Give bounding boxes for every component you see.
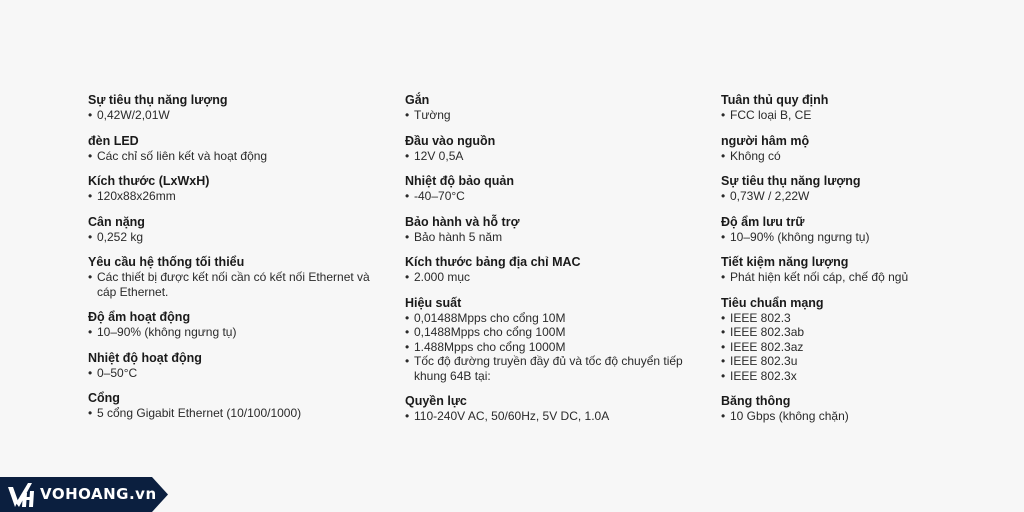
- spec-item: • Phát hiện kết nối cáp, chế độ ngủ: [721, 270, 1021, 285]
- spec-block: [721, 93, 1021, 123]
- spec-list: [405, 311, 705, 384]
- spec-block: [88, 351, 388, 381]
- spec-title: Tuân thủ quy định: [721, 93, 829, 107]
- spec-title: Gắn: [405, 93, 430, 107]
- spec-title: Bảo hành và hỗ trợ: [405, 214, 520, 229]
- spec-list: [88, 149, 388, 164]
- spec-list: [88, 325, 388, 340]
- spec-list: [721, 149, 1021, 164]
- spec-list: [721, 270, 1021, 285]
- spec-block: [405, 255, 705, 285]
- spec-item: • IEEE 802.3az: [721, 340, 1021, 355]
- spec-list: [405, 189, 705, 204]
- spec-block: [721, 134, 1021, 164]
- spec-list: [405, 270, 705, 285]
- spec-column-3: [721, 93, 1021, 435]
- spec-item: • 0,1488Mpps cho cổng 100M: [405, 325, 695, 340]
- watermark-logo: [0, 477, 168, 512]
- spec-item: • 10 Gbps (không chặn): [721, 409, 1021, 424]
- spec-list: [721, 409, 1021, 424]
- spec-block: [721, 174, 1021, 204]
- spec-item: • 10–90% (không ngưng tụ): [88, 325, 378, 340]
- watermark-text: VOHOANG.vn: [40, 485, 157, 503]
- spec-title: Băng thông: [721, 394, 791, 408]
- spec-column-1: [88, 93, 388, 432]
- spec-list: [88, 366, 388, 381]
- spec-block: [405, 215, 705, 245]
- spec-block: [88, 255, 388, 299]
- spec-block: [721, 255, 1021, 285]
- spec-title: Cân nặng: [88, 214, 145, 229]
- spec-item: • IEEE 802.3u: [721, 354, 1021, 369]
- spec-item: • 10–90% (không ngưng tụ): [721, 230, 1021, 245]
- spec-block: [88, 215, 388, 245]
- spec-column-2: [405, 93, 705, 435]
- spec-title: Tiết kiệm năng lượng: [721, 255, 849, 269]
- spec-block: [405, 134, 705, 164]
- spec-list: [405, 409, 705, 424]
- spec-title: Sự tiêu thụ năng lượng: [88, 93, 228, 107]
- spec-title: Tiêu chuẩn mạng: [721, 295, 824, 310]
- spec-list: [405, 230, 705, 245]
- spec-title: Cổng: [88, 391, 120, 405]
- spec-title: Độ ẩm hoạt động: [88, 310, 191, 324]
- spec-item: • 0,73W / 2,22W: [721, 189, 1021, 204]
- spec-list: [721, 311, 1021, 384]
- spec-title: Sự tiêu thụ năng lượng: [721, 174, 861, 188]
- spec-item: • 0–50°C: [88, 366, 378, 381]
- spec-item: • 0,252 kg: [88, 230, 378, 245]
- spec-list: [721, 108, 1021, 123]
- spec-item: • 0,42W/2,01W: [88, 108, 378, 123]
- spec-block: [88, 174, 388, 204]
- spec-item: • IEEE 802.3: [721, 311, 1021, 326]
- spec-title: Nhiệt độ hoạt động: [88, 350, 202, 365]
- spec-item: • Tốc độ đường truyền đầy đủ và tốc độ chuyển tiếp khung 64B tại:: [405, 354, 695, 383]
- spec-block: [721, 296, 1021, 384]
- spec-title: Quyền lực: [405, 394, 467, 408]
- spec-item: • IEEE 802.3x: [721, 369, 1021, 384]
- spec-item: • Bảo hành 5 năm: [405, 230, 695, 245]
- spec-list: [721, 189, 1021, 204]
- spec-item: • Không có: [721, 149, 1021, 164]
- spec-item: • 2.000 mục: [405, 270, 695, 285]
- spec-block: [405, 296, 705, 384]
- vh-logo-icon: [6, 481, 36, 509]
- spec-block: [88, 134, 388, 164]
- spec-item: • 1.488Mpps cho cổng 1000M: [405, 340, 695, 355]
- spec-list: [721, 230, 1021, 245]
- spec-list: [88, 108, 388, 123]
- spec-title: Độ ẩm lưu trữ: [721, 214, 805, 229]
- spec-title: Kích thước bảng địa chỉ MAC: [405, 255, 581, 269]
- spec-block: [405, 93, 705, 123]
- spec-item: • 0,01488Mpps cho cổng 10M: [405, 311, 695, 326]
- spec-list: [88, 406, 388, 421]
- spec-block: [721, 394, 1021, 424]
- spec-item: • Các chỉ số liên kết và hoạt động: [88, 149, 378, 164]
- spec-list: [405, 108, 705, 123]
- spec-title: Yêu cầu hệ thống tối thiểu: [88, 255, 245, 269]
- spec-title: Kích thước (LxWxH): [88, 174, 210, 188]
- spec-list: [88, 270, 388, 299]
- spec-list: [88, 189, 388, 204]
- spec-item: • FCC loại B, CE: [721, 108, 1021, 123]
- spec-block: [405, 174, 705, 204]
- spec-item: • Tường: [405, 108, 695, 123]
- spec-title: Hiệu suất: [405, 295, 462, 310]
- spec-title: người hâm mộ: [721, 133, 810, 148]
- spec-block: [88, 310, 388, 340]
- spec-block: [88, 93, 388, 123]
- spec-item: • IEEE 802.3ab: [721, 325, 1021, 340]
- spec-item: • 110-240V AC, 50/60Hz, 5V DC, 1.0A: [405, 409, 695, 424]
- spec-title: Nhiệt độ bảo quản: [405, 174, 515, 188]
- spec-title: đèn LED: [88, 133, 139, 148]
- spec-block: [88, 391, 388, 421]
- spec-item: • 12V 0,5A: [405, 149, 695, 164]
- spec-title: Đầu vào nguồn: [405, 133, 496, 148]
- spec-item: • 120x88x26mm: [88, 189, 378, 204]
- spec-block: [405, 394, 705, 424]
- spec-item: • Các thiết bị được kết nối cần có kết nối Ethernet và cáp Ethernet.: [88, 270, 378, 299]
- spec-item: • -40–70°C: [405, 189, 695, 204]
- spec-block: [721, 215, 1021, 245]
- spec-item: • 5 cổng Gigabit Ethernet (10/100/1000): [88, 406, 378, 421]
- spec-list: [88, 230, 388, 245]
- spec-list: [405, 149, 705, 164]
